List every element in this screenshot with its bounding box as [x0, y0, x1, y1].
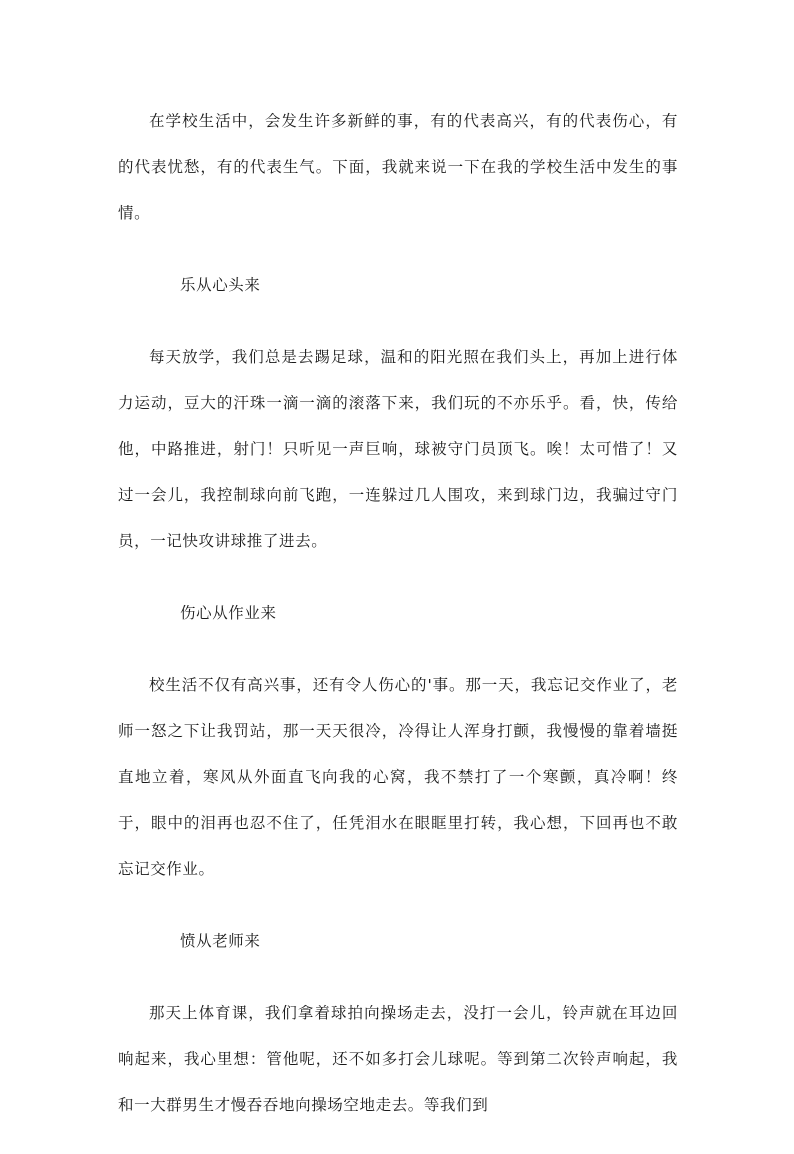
anger-paragraph: 那天上体育课，我们拿着球拍向操场走去，没打一会儿，铃声就在耳边回响起来，我心里想：管他呢，还不如多打会儿球呢。等到第二次铃声响起，我和一大群男生才慢吞吞地向操场空地走去。等我们到	[118, 1004, 678, 1114]
section-heading-sadness: 伤心从作业来	[180, 604, 277, 622]
intro-paragraph: 在学校生活中，会发生许多新鲜的事，有的代表高兴，有的代表伤心，有的代表忧愁，有的代表生气。下面，我就来说一下在我的学校生活中发生的事情。	[118, 112, 678, 222]
joy-paragraph: 每天放学，我们总是去踢足球，温和的阳光照在我们头上，再加上进行体力运动，豆大的汗珠一滴一滴的滚落下来，我们玩的不亦乐乎。看，快，传给他，中路推进，射门！只听见一声巨响，球被守门员顶飞。唉！太可惜了！又过一会儿，我控制球向前飞跑，一连躲过几人围攻，来到球门边，我骗过守门员，一记快攻讲球推了进去。	[118, 348, 678, 550]
section-heading-joy: 乐从心头来	[180, 276, 261, 294]
document-body	[118, 98, 678, 1154]
sadness-paragraph: 校生活不仅有高兴事，还有令人伤心的'事。那一天，我忘记交作业了，老师一怒之下让我罚站，那一天天很冷，冷得让人浑身打颤，我慢慢的靠着墙挺直地立着，寒风从外面直飞向我的心窝，我不禁打了一个寒颤，真冷啊！终于，眼中的泪再也忍不住了，任凭泪水在眼眶里打转，我心想，下回再也不敢忘记交作业。	[118, 676, 678, 878]
section-heading-anger: 愤从老师来	[180, 932, 261, 950]
